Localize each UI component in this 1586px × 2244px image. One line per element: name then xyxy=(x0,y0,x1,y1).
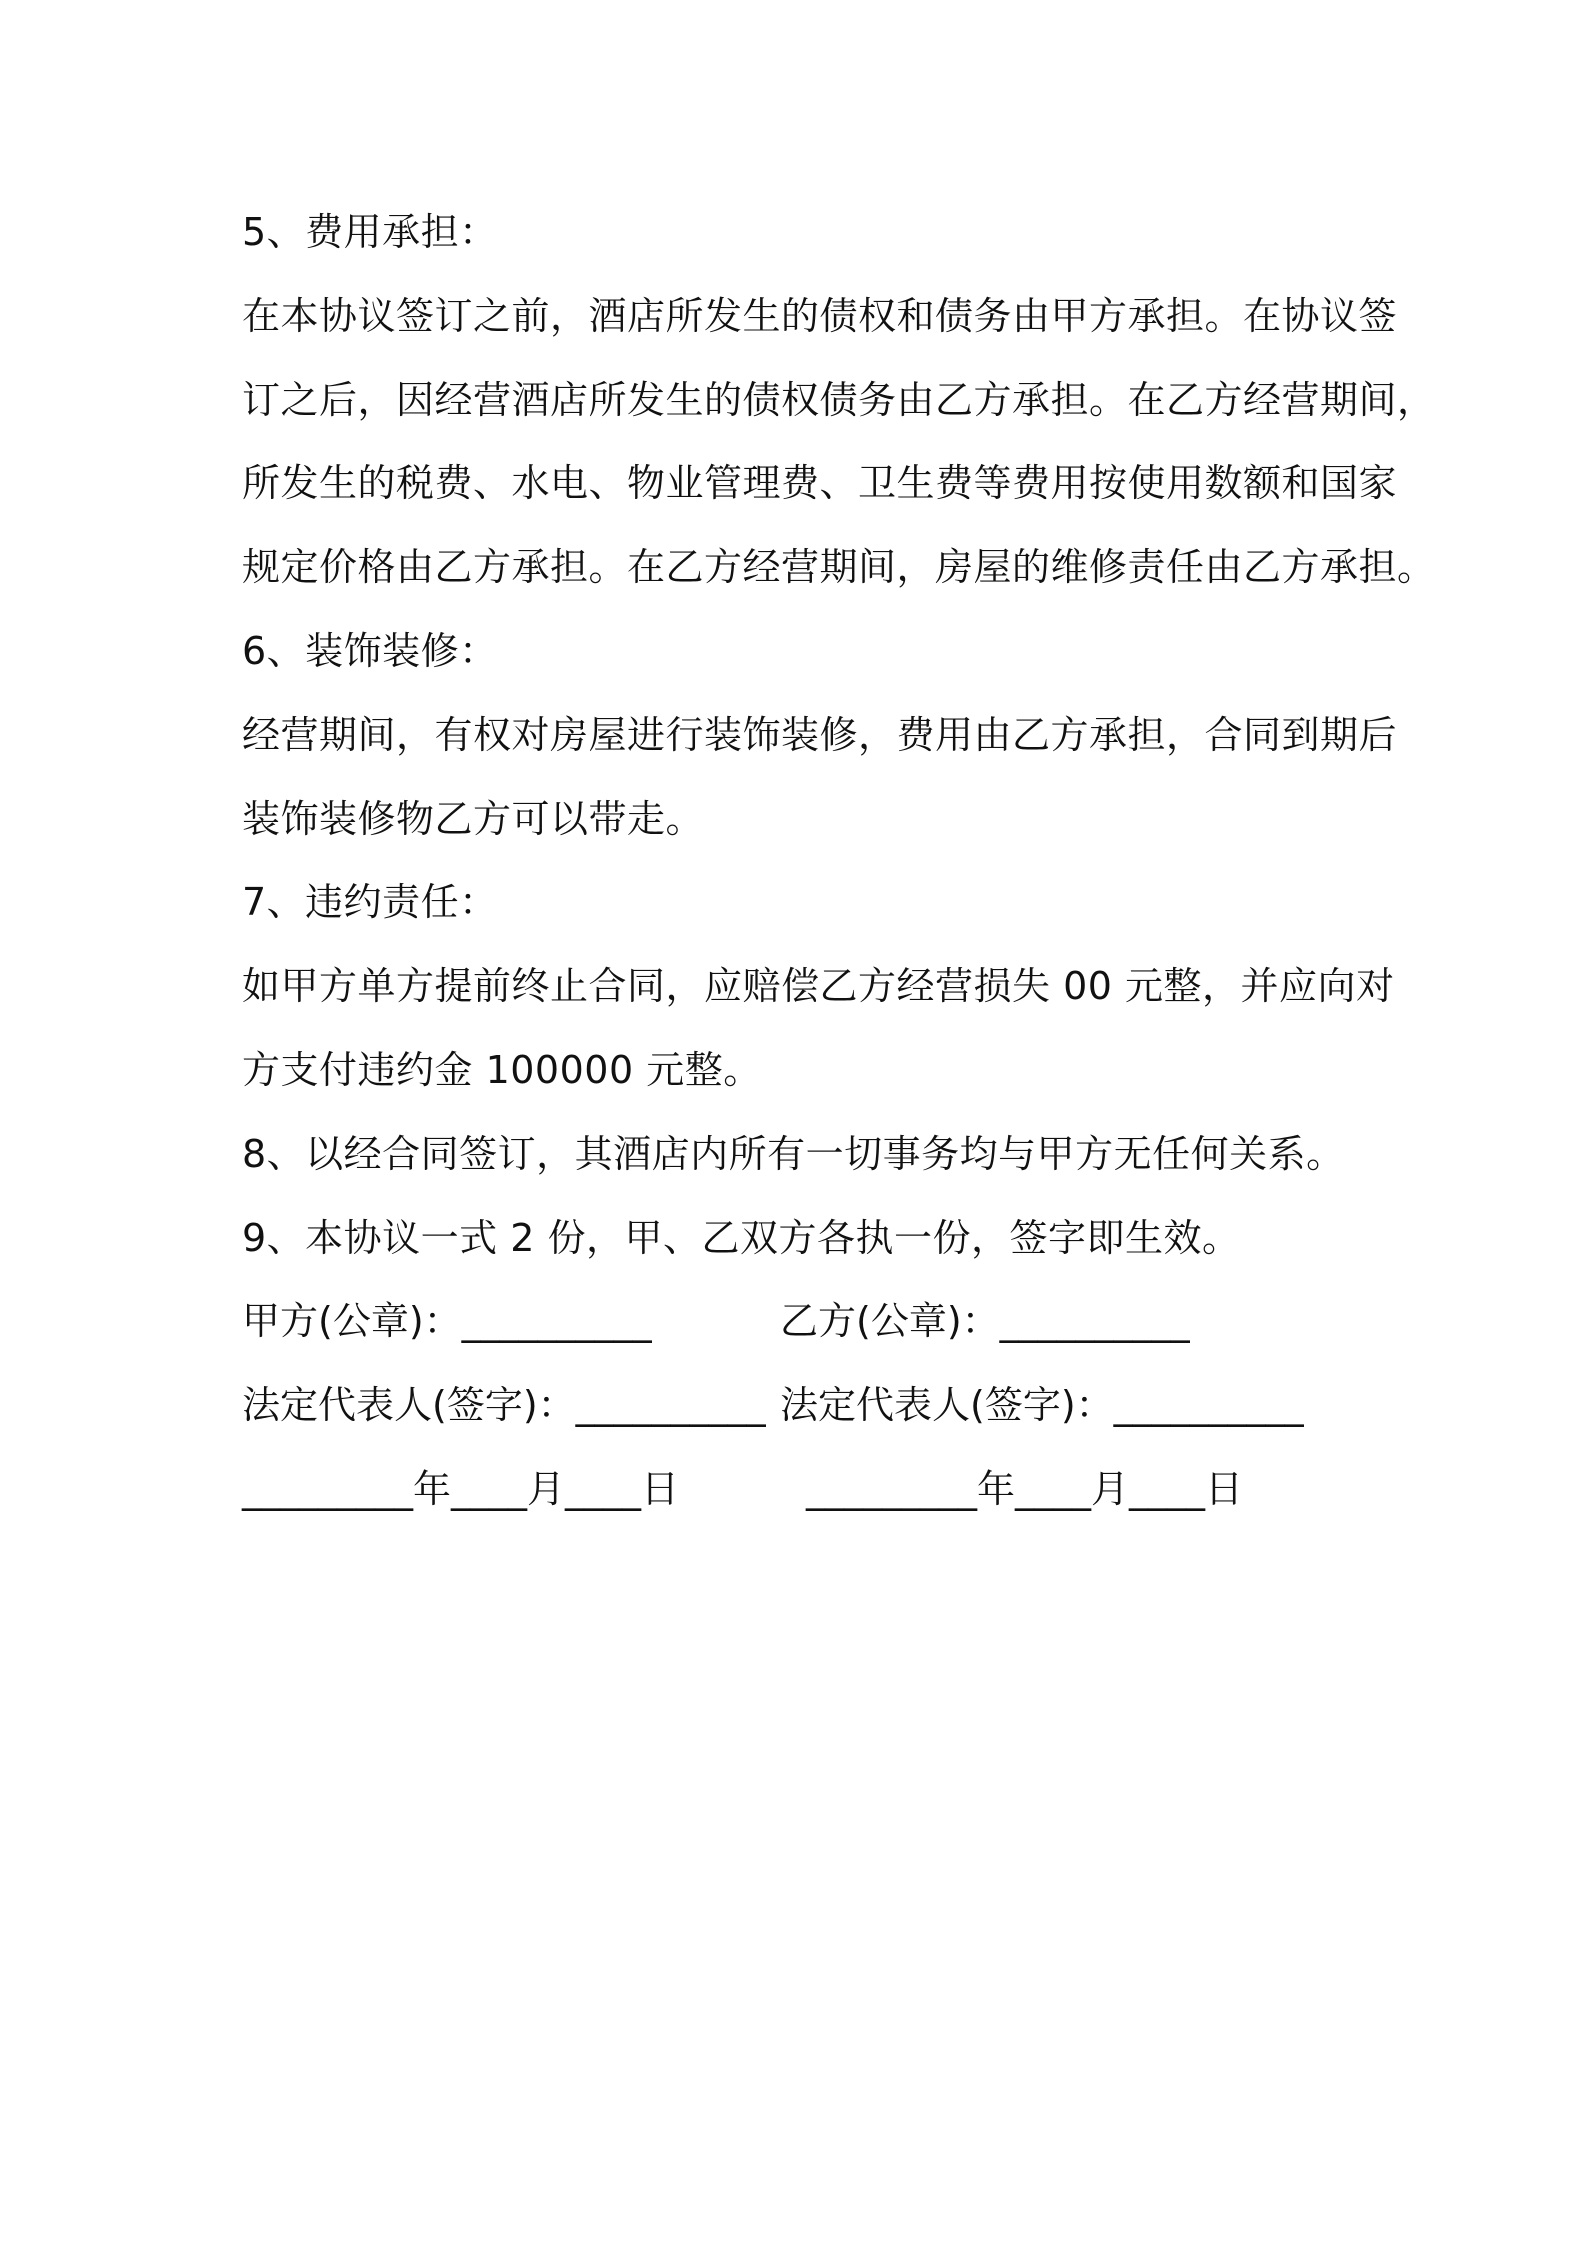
party-b-seal-field: 乙方(公章)：__________ xyxy=(780,1299,1190,1343)
party-a-date-field: _________年____月____日 xyxy=(242,1467,680,1511)
clause-8: 8、以经合同签订，其酒店内所有一切事务均与甲方无任何关系。 xyxy=(242,1132,1345,1176)
party-b-date-field: _________年____月____日 xyxy=(806,1467,1244,1511)
paragraph-line: 在本协议签订之前，酒店所发生的债权和债务由甲方承担。在协议签 xyxy=(242,294,1398,338)
section-heading-liability: 7、违约责任： xyxy=(242,880,498,924)
paragraph-line: 经营期间，有权对房屋进行装饰装修，费用由乙方承担，合同到期后 xyxy=(242,713,1398,757)
paragraph-line: 规定价格由乙方承担。在乙方经营期间，房屋的维修责任由乙方承担。 xyxy=(242,545,1436,589)
paragraph-line: 方支付违约金 100000 元整。 xyxy=(242,1048,762,1092)
party-a-seal-field: 甲方(公章)：__________ xyxy=(242,1299,652,1343)
section-heading-decoration: 6、装饰装修： xyxy=(242,629,498,673)
paragraph-line: 所发生的税费、水电、物业管理费、卫生费等费用按使用数额和国家 xyxy=(242,461,1398,505)
section-heading-expenses: 5、费用承担： xyxy=(242,210,498,254)
paragraph-line: 订之后，因经营酒店所发生的债权债务由乙方承担。在乙方经营期间， xyxy=(242,378,1436,422)
paragraph-line: 装饰装修物乙方可以带走。 xyxy=(242,797,705,841)
paragraph-line: 如甲方单方提前终止合同，应赔偿乙方经营损失 00 元整，并应向对 xyxy=(242,964,1395,1008)
clause-9: 9、本协议一式 2 份，甲、乙双方各执一份，签字即生效。 xyxy=(242,1216,1241,1260)
party-a-representative-field: 法定代表人(签字)：__________ xyxy=(242,1383,766,1427)
party-b-representative-field: 法定代表人(签字)：__________ xyxy=(780,1383,1304,1427)
